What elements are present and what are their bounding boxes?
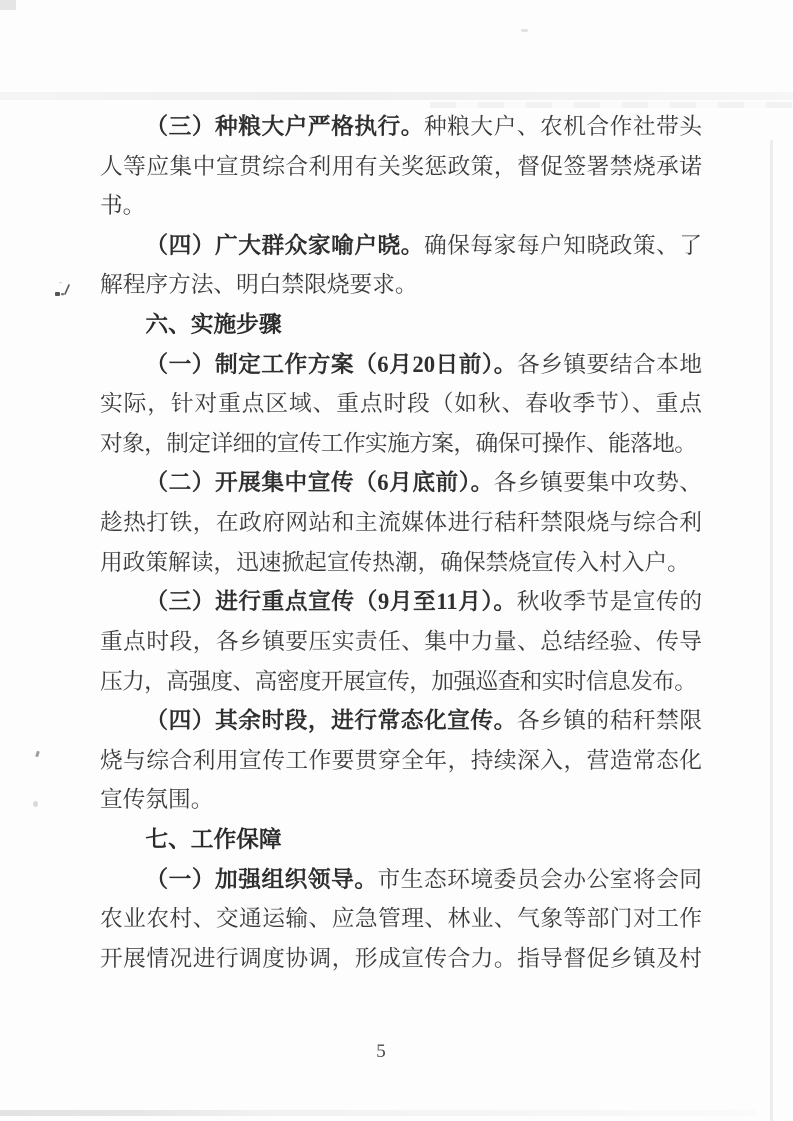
text-line (100, 582, 702, 622)
paragraph-lead: （四）其余时段，进行常态化宣传。 (145, 708, 517, 734)
scan-speck (521, 29, 528, 32)
paragraph-lead: （一）制定工作方案（6月20日前）。 (145, 351, 517, 377)
paragraph-text: 书。 (100, 193, 146, 219)
text-line (100, 503, 702, 543)
text-line (100, 107, 702, 147)
paragraph (100, 107, 702, 226)
page-number: 5 (376, 1041, 386, 1062)
paragraph-lead: （四）广大群众家喻户晓。 (145, 232, 424, 258)
paragraph-text: 人等应集中宣贯综合利用有关奖惩政策，督促签署禁烧承诺 (100, 153, 702, 179)
text-line (100, 939, 702, 979)
paragraph-text: 压力，高强度、高密度开展宣传，加强巡查和实时信息发布。 (100, 668, 697, 694)
paragraph-text: 重点时段，各乡镇要压实责任、集中力量、总结经验、传导 (100, 628, 702, 654)
paragraph (100, 226, 702, 305)
paragraph-text: 各乡镇要结合本地 (516, 351, 703, 377)
scan-streak-top (0, 92, 793, 100)
paragraph-lead: （三）种粮大户严格执行。 (145, 114, 424, 139)
paragraph (100, 860, 702, 979)
text-line (100, 780, 702, 820)
text-line (100, 186, 702, 226)
text-line (100, 622, 702, 662)
text-line (100, 741, 702, 781)
paragraph-text: 各乡镇要集中攻势、 (493, 470, 703, 496)
paragraph-text: 对象，制定详细的宣传工作实施方案，确保可操作、能落地。 (100, 430, 697, 456)
paragraph-text: 秋收季节是宣传的 (516, 589, 703, 615)
paragraph-lead: 七、工作保障 (145, 825, 282, 852)
text-line (100, 820, 702, 860)
paragraph (100, 463, 702, 582)
scan-streak-bottom (0, 1110, 756, 1116)
text-line (100, 463, 702, 503)
text-line (100, 147, 702, 187)
text-line (100, 860, 702, 900)
paragraph-text: 解程序方法、明白禁限烧要求。 (100, 272, 418, 298)
paragraph-text: 种粮大户、农机合作社带头 (423, 114, 703, 139)
paragraph-text: 确保每家每户知晓政策、了 (423, 232, 703, 258)
paragraph-text: 农业农村、交通运输、应急管理、林业、气象等部门对工作 (100, 906, 702, 932)
text-line (100, 701, 702, 741)
document-body (100, 107, 702, 978)
text-line (100, 899, 702, 939)
scan-edge-line (770, 140, 773, 1121)
text-line (100, 662, 702, 702)
section-heading (100, 305, 702, 345)
scan-edge-corner (0, 0, 16, 10)
paragraph (100, 582, 702, 701)
paragraph-lead: （一）加强组织领导。 (145, 866, 378, 892)
paragraph-text: 宣传氛围。 (100, 787, 214, 813)
text-line (100, 226, 702, 266)
text-line (100, 424, 702, 464)
margin-mark (33, 801, 38, 807)
paragraph-lead: （三）进行重点宣传（9月至11月）。 (145, 589, 517, 615)
paragraph-text: 用政策解读，迅速掀起宣传热潮，确保禁烧宣传入村入户。 (100, 549, 690, 575)
text-line (100, 265, 702, 305)
paragraph-text: 开展情况进行调度协调，形成宣传合力。指导督促乡镇及村 (100, 945, 702, 971)
paragraph (100, 345, 702, 464)
paragraph-lead: （二）开展集中宣传（6月底前）。 (145, 470, 494, 496)
paragraph-text: 实际，针对重点区域、重点时段（如秋、春收季节）、重点 (100, 391, 702, 417)
margin-mark (35, 751, 40, 758)
ink-smudge (50, 282, 72, 304)
paragraph-text: 烧与综合利用宣传工作要贯穿全年，持续深入，营造常态化 (100, 747, 702, 773)
paragraph (100, 701, 702, 820)
paragraph-text: 市生态环境委员会办公室将会同 (377, 866, 702, 892)
text-line (100, 384, 702, 424)
text-line (100, 345, 702, 385)
paragraph-text: 趁热打铁，在政府网站和主流媒体进行秸秆禁限烧与综合利 (100, 510, 702, 536)
text-line (100, 305, 702, 345)
paragraph-text: 各乡镇的秸秆禁限 (516, 708, 703, 734)
paragraph-lead: 六、实施步骤 (145, 311, 282, 338)
section-heading (100, 820, 702, 860)
text-line (100, 543, 702, 583)
